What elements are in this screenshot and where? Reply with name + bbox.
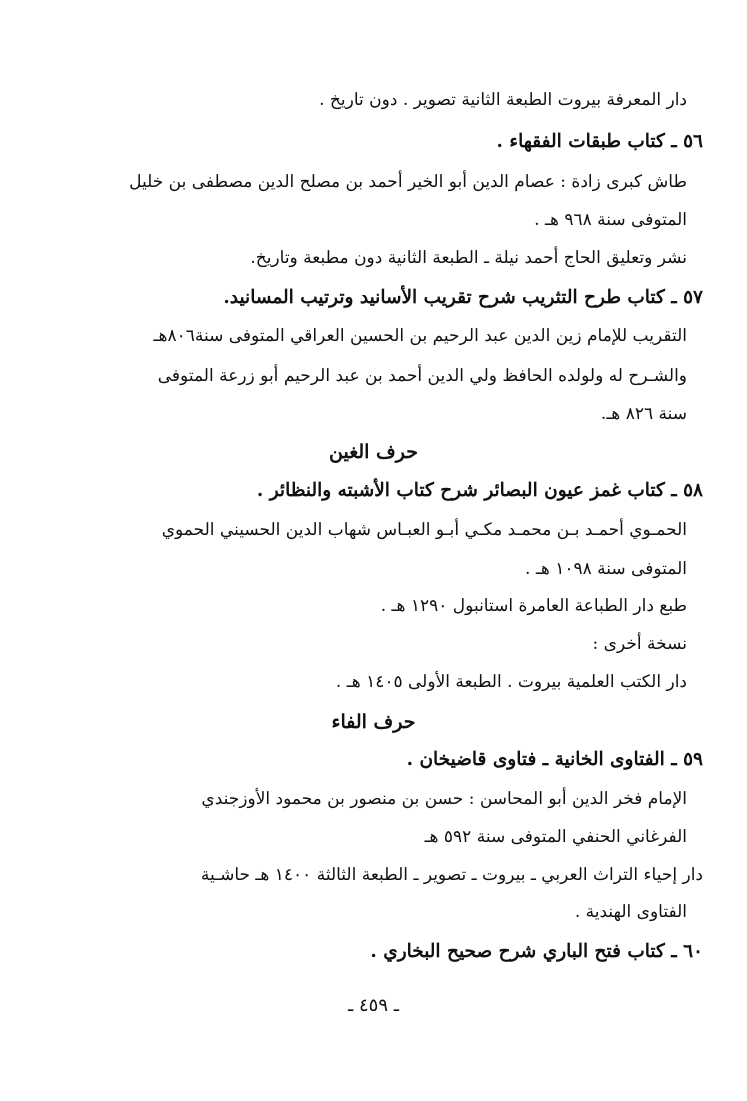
death-date-line: الفرغاني الحنفي المتوفى سنة ٥٩٢ هـ (424, 827, 687, 847)
author-line: الإمام فخر الدين أبو المحاسن : حسن بن منصور بن محمود الأوزجندي (201, 789, 687, 809)
author-line: الحمـوي أحمـد بـن محمـد مكـي أبـو العبـاس شهاب الدين الحسيني الحموي (161, 520, 687, 540)
publisher-line: دار المعرفة بيروت الطبعة الثانية تصوير . دون تاريخ . (319, 90, 687, 110)
author-line: طاش كبرى زادة : عصام الدين أبو الخير أحمد بن مصلح الدين مصطفى بن خليل (129, 172, 687, 192)
entry-heading-59: ٥٩ ـ الفتاوى الخانية ـ فتاوى قاضيخان . (406, 749, 703, 770)
publisher-line: دار الكتب العلمية بيروت . الطبعة الأولى ١٤٠٥ هـ . (335, 672, 687, 692)
publisher-line: دار إحياء التراث العربي ـ بيروت ـ تصوير ـ الطبعة الثالثة ١٤٠٠ هـ حاشـية (200, 865, 703, 885)
death-date-line: سنة ٨٢٦ هـ. (600, 404, 687, 424)
entry-heading-56: ٥٦ ـ كتاب طبقات الفقهاء . (496, 131, 703, 152)
page-number: ـ ٤٥٩ ـ (347, 995, 399, 1016)
section-heading-fa: حرف الفاء (331, 711, 416, 733)
section-heading-ghain: حرف الغين (329, 441, 418, 463)
publisher-line: طبع دار الطباعة العامرة استانبول ١٢٩٠ هـ . (380, 596, 687, 616)
death-date-line: المتوفى سنة ٩٦٨ هـ . (534, 210, 687, 230)
entry-heading-57: ٥٧ ـ كتاب طرح التثريب شرح تقريب الأسانيد وترتيب المسانيد. (223, 287, 703, 308)
publisher-line: الفتاوى الهندية . (574, 902, 687, 922)
death-date-line: المتوفى سنة ١٠٩٨ هـ . (525, 559, 687, 579)
author-line: التقريب للإمام زين الدين عبد الرحيم بن الحسين العراقي المتوفى سنة٨٠٦هـ (153, 326, 687, 346)
publisher-line: نشر وتعليق الحاج أحمد نيلة ـ الطبعة الثانية دون مطبعة وتاريخ. (250, 248, 687, 268)
author-line: والشـرح له ولولده الحافظ ولي الدين أحمد بن عبد الرحيم أبو زرعة المتوفى (157, 366, 687, 386)
other-edition-label: نسخة أخرى : (592, 634, 687, 654)
entry-heading-58: ٥٨ ـ كتاب غمز عيون البصائر شرح كتاب الأشبته والنظائر . (256, 480, 703, 501)
entry-heading-60: ٦٠ ـ كتاب فتح الباري شرح صحيح البخاري . (370, 941, 703, 962)
